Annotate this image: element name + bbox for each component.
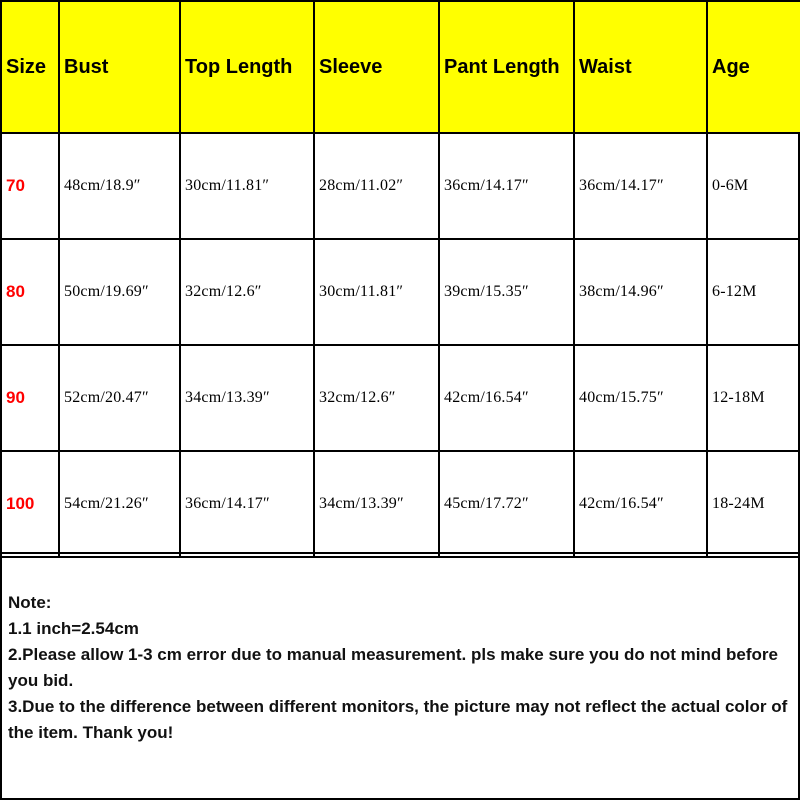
age-cell: 12-18M (707, 345, 800, 451)
note-line: 2.Please allow 1-3 cm error due to manual measurement. pls make sure you do not mind before you bid. (8, 645, 778, 690)
size-cell: 80 (1, 239, 59, 345)
bust-cell: 48cm/18.9″ (59, 133, 180, 239)
pant-length-cell: 36cm/14.17″ (439, 133, 574, 239)
bust-cell: 50cm/19.69″ (59, 239, 180, 345)
size-cell: 100 (1, 451, 59, 557)
top-length-cell: 32cm/12.6″ (180, 239, 314, 345)
age-cell: 0-6M (707, 133, 800, 239)
table-row (1, 345, 800, 451)
header-top-length: Top Length (180, 1, 314, 133)
age-cell: 18-24M (707, 451, 800, 557)
header-row (1, 1, 800, 133)
table-row (1, 133, 800, 239)
top-length-cell: 30cm/11.81″ (180, 133, 314, 239)
waist-cell: 40cm/15.75″ (574, 345, 707, 451)
header-size: Size (1, 1, 59, 133)
waist-cell: 42cm/16.54″ (574, 451, 707, 557)
note-title: Note: (8, 593, 52, 612)
header-pant-length: Pant Length (439, 1, 574, 133)
top-length-cell: 34cm/13.39″ (180, 345, 314, 451)
header-bust: Bust (59, 1, 180, 133)
header-age: Age (707, 1, 800, 133)
bust-cell: 54cm/21.26″ (59, 451, 180, 557)
top-length-cell: 36cm/14.17″ (180, 451, 314, 557)
note-line: 1.1 inch=2.54cm (8, 619, 139, 638)
sleeve-cell: 32cm/12.6″ (314, 345, 439, 451)
sleeve-cell: 28cm/11.02″ (314, 133, 439, 239)
size-cell: 70 (1, 133, 59, 239)
waist-cell: 38cm/14.96″ (574, 239, 707, 345)
bust-cell: 52cm/20.47″ (59, 345, 180, 451)
age-cell: 6-12M (707, 239, 800, 345)
header-waist: Waist (574, 1, 707, 133)
note-box (0, 552, 800, 800)
sleeve-cell: 30cm/11.81″ (314, 239, 439, 345)
size-cell: 90 (1, 345, 59, 451)
header-sleeve: Sleeve (314, 1, 439, 133)
table-row (1, 451, 800, 557)
note-line: 3.Due to the difference between different monitors, the picture may not reflect the actual color of the item. Thank you! (8, 697, 788, 742)
waist-cell: 36cm/14.17″ (574, 133, 707, 239)
pant-length-cell: 45cm/17.72″ (439, 451, 574, 557)
sleeve-cell: 34cm/13.39″ (314, 451, 439, 557)
table-row (1, 239, 800, 345)
pant-length-cell: 42cm/16.54″ (439, 345, 574, 451)
pant-length-cell: 39cm/15.35″ (439, 239, 574, 345)
